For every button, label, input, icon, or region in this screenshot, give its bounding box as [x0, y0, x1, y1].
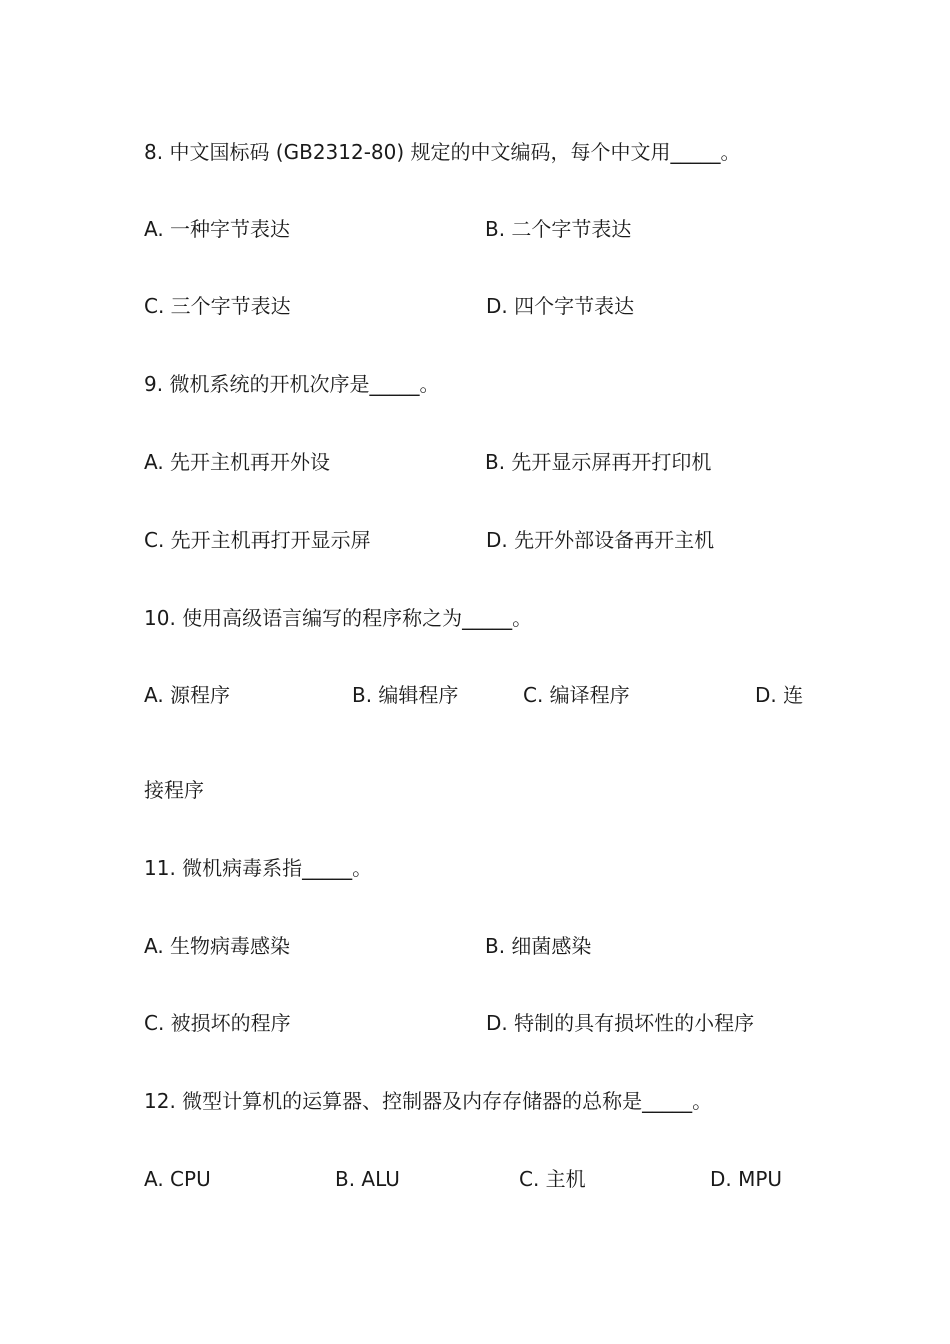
question-10-option-c: C. 编译程序 [523, 683, 630, 707]
question-10-stem: 10. 使用高级语言编写的程序称之为_____。 [144, 606, 533, 630]
question-12-option-d: D. MPU [710, 1167, 783, 1191]
question-8-option-c: C. 三个字节表达 [144, 294, 291, 318]
question-9-stem: 9. 微机系统的开机次序是_____。 [144, 372, 440, 396]
question-10-option-d: D. 连 [755, 683, 804, 707]
question-10-option-a: A. 源程序 [144, 683, 231, 707]
question-11-stem: 11. 微机病毒系指_____。 [144, 856, 373, 880]
question-12-option-a: A. CPU [144, 1167, 211, 1191]
question-10-option-d-continuation: 接程序 [144, 778, 204, 802]
question-12-option-b: B. ALU [335, 1167, 400, 1191]
question-8-option-d: D. 四个字节表达 [486, 294, 635, 318]
question-9-option-c: C. 先开主机再打开显示屏 [144, 528, 371, 552]
question-11-option-b: B. 细菌感染 [485, 934, 592, 958]
question-9-option-a: A. 先开主机再开外设 [144, 450, 331, 474]
question-8-option-a: A. 一种字节表达 [144, 217, 291, 241]
question-11-option-a: A. 生物病毒感染 [144, 934, 291, 958]
question-12-option-c: C. 主机 [519, 1167, 586, 1191]
question-11-option-c: C. 被损坏的程序 [144, 1011, 291, 1035]
question-8-stem: 8. 中文国标码 (GB2312-80) 规定的中文编码，每个中文用_____。 [144, 140, 741, 164]
question-10-option-b: B. 编辑程序 [352, 683, 459, 707]
question-9-option-d: D. 先开外部设备再开主机 [486, 528, 715, 552]
question-9-option-b: B. 先开显示屏再开打印机 [485, 450, 712, 474]
question-12-stem: 12. 微型计算机的运算器、控制器及内存存储器的总称是_____。 [144, 1089, 713, 1113]
question-11-option-d: D. 特制的具有损坏性的小程序 [486, 1011, 755, 1035]
question-8-option-b: B. 二个字节表达 [485, 217, 632, 241]
